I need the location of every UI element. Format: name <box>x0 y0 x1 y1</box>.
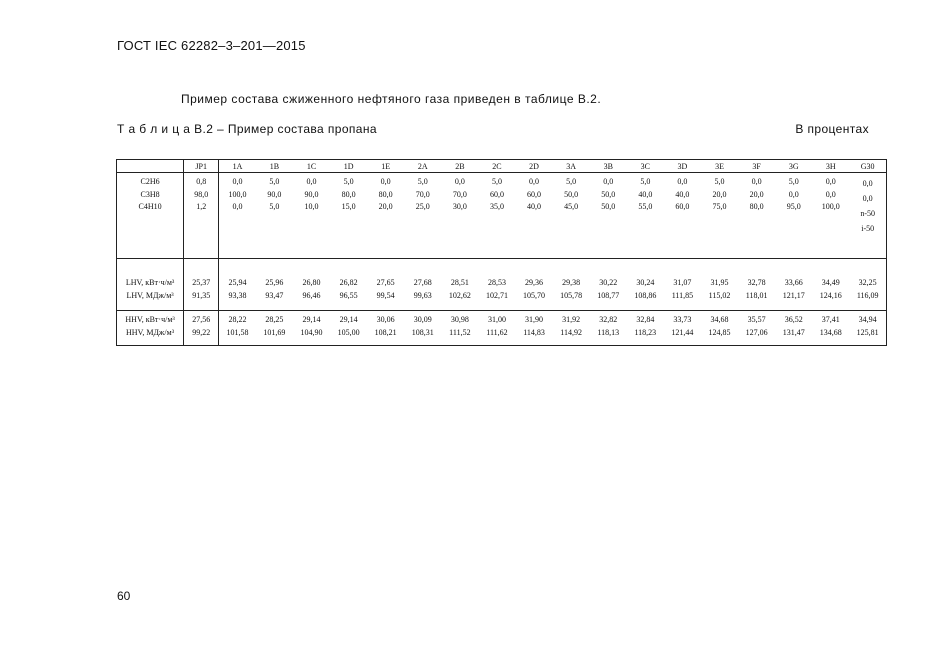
table-cell <box>330 311 367 346</box>
cell-value: 80,0 <box>749 202 764 211</box>
table-cell <box>553 173 590 259</box>
cell-value: 60,0 <box>675 202 690 211</box>
table-cell <box>775 311 812 346</box>
column-header: 3H <box>812 160 849 173</box>
cell-value: 5,0 <box>788 177 799 186</box>
table-cell <box>627 259 664 311</box>
cell-value: 95,0 <box>786 202 801 211</box>
cell-value: 29,14 <box>302 315 321 324</box>
cell-value: 93,38 <box>228 290 247 300</box>
cell-value: 101,58 <box>226 327 249 337</box>
cell-value: 0,0 <box>825 189 836 199</box>
cell-value: 0,0 <box>380 177 391 186</box>
cell-value: 121,44 <box>671 327 694 337</box>
cell-value: 20,0 <box>378 202 393 211</box>
cell-value: 34,49 <box>821 278 840 287</box>
cell-value: 29,14 <box>339 315 358 324</box>
cell-value: 5,0 <box>269 202 280 211</box>
table-cell <box>256 259 293 311</box>
column-header: 3F <box>738 160 775 173</box>
table-cell <box>219 311 256 346</box>
row-labels <box>117 173 184 259</box>
cell-value: 5,0 <box>714 177 725 186</box>
cell-value: 30,0 <box>452 202 467 211</box>
cell-value: 0,0 <box>788 189 799 199</box>
table-units: В процентах <box>795 122 869 136</box>
table-cell <box>849 311 886 346</box>
cell-value: 0,0 <box>825 177 836 186</box>
column-header: 1B <box>256 160 293 173</box>
table-cell <box>184 311 219 346</box>
row-label: C4H10 <box>138 202 162 211</box>
cell-value: 125,81 <box>856 327 879 337</box>
table-cell <box>441 173 478 259</box>
table-cell <box>812 259 849 311</box>
cell-value: 99,22 <box>192 327 211 337</box>
column-header: 3B <box>590 160 627 173</box>
table-cell <box>256 173 293 259</box>
cell-value: 5,0 <box>269 177 280 186</box>
column-header: 3A <box>553 160 590 173</box>
cell-value: 31,95 <box>710 278 729 287</box>
table-cell <box>256 311 293 346</box>
table-cell <box>627 173 664 259</box>
cell-value: 36,52 <box>784 315 803 324</box>
table-cell <box>441 259 478 311</box>
cell-value: 26,80 <box>302 278 321 287</box>
table-row-group <box>117 311 887 346</box>
cell-value: 0,0 <box>677 177 688 186</box>
cell-value: 32,25 <box>858 278 877 287</box>
cell-value: 37,41 <box>821 315 840 324</box>
cell-value: 34,94 <box>858 315 877 324</box>
column-header: G30 <box>849 160 886 173</box>
cell-value: 0,0 <box>232 177 243 186</box>
cell-value: 5,0 <box>640 177 651 186</box>
cell-value: 55,0 <box>638 202 653 211</box>
cell-value: 0,0 <box>529 177 540 186</box>
cell-value: 35,0 <box>489 202 504 211</box>
table-cell <box>293 259 330 311</box>
cell-value: 10,0 <box>304 202 319 211</box>
cell-value: 118,23 <box>634 327 657 337</box>
cell-value: 31,92 <box>562 315 581 324</box>
cell-value: 102,62 <box>448 290 471 300</box>
cell-value: 114,83 <box>523 327 545 337</box>
cell-value: 108,21 <box>374 327 397 337</box>
cell-value: 31,00 <box>487 315 506 324</box>
column-header: 1D <box>330 160 367 173</box>
cell-value: 0,0 <box>751 177 762 186</box>
cell-value: 5,0 <box>343 177 354 186</box>
column-header: JP1 <box>184 160 219 173</box>
column-header: 1E <box>367 160 404 173</box>
table-cell <box>664 259 701 311</box>
table-cell <box>367 311 404 346</box>
column-header: 1A <box>219 160 256 173</box>
row-label: LHV, МДж/м³ <box>126 290 174 300</box>
cell-value: 96,46 <box>302 290 321 300</box>
cell-value: 34,68 <box>710 315 729 324</box>
cell-value: 0,0 <box>306 177 317 186</box>
table-cell <box>516 311 553 346</box>
cell-value: 30,06 <box>376 315 395 324</box>
table-caption: Т а б л и ц а B.2 – Пример состава пропана <box>117 122 377 136</box>
cell-value: 108,86 <box>634 290 657 300</box>
cell-value: 31,90 <box>525 315 544 324</box>
table-cell <box>590 259 627 311</box>
cell-value: 60,0 <box>489 189 504 199</box>
table-cell <box>812 173 849 259</box>
table-cell <box>738 311 775 346</box>
cell-value: 33,66 <box>784 278 803 287</box>
cell-value: 30,09 <box>413 315 432 324</box>
cell-value: 98,0 <box>194 189 209 199</box>
table-cell <box>664 311 701 346</box>
cell-value: 105,70 <box>523 290 546 300</box>
cell-value: 25,96 <box>265 278 284 287</box>
column-header: 1C <box>293 160 330 173</box>
row-label: HHV, кВт·ч/м³ <box>125 315 175 324</box>
table-cell <box>849 173 886 259</box>
document-header: ГОСТ IEC 62282–3–201—2015 <box>117 38 306 53</box>
cell-value: 28,25 <box>265 315 284 324</box>
cell-value: 5,0 <box>566 177 577 186</box>
cell-value: 116,09 <box>856 290 879 300</box>
cell-value: 127,06 <box>745 327 768 337</box>
cell-value: 101,69 <box>263 327 286 337</box>
cell-value: 114,92 <box>560 327 582 337</box>
cell-value: 50,0 <box>564 189 579 199</box>
cell-value: 118,01 <box>745 290 768 300</box>
cell-value: 32,84 <box>636 315 655 324</box>
cell-value: 0,0 <box>232 202 243 211</box>
table-header-row <box>117 160 887 173</box>
column-header: 2D <box>516 160 553 173</box>
table-cell <box>184 259 219 311</box>
cell-value: 105,00 <box>337 327 360 337</box>
cell-value: 45,0 <box>564 202 579 211</box>
cell-value: 33,73 <box>673 315 692 324</box>
table-cell <box>404 259 441 311</box>
table-cell <box>219 173 256 259</box>
propane-composition-table <box>116 159 887 346</box>
cell-value: 0,0 <box>862 179 873 188</box>
table-cell <box>738 173 775 259</box>
cell-value: 111,52 <box>449 327 471 337</box>
cell-value: 60,0 <box>527 189 542 199</box>
table-cell <box>664 173 701 259</box>
table-cell <box>330 173 367 259</box>
table-cell <box>478 259 515 311</box>
column-header: 3E <box>701 160 738 173</box>
cell-value: 5,0 <box>417 177 428 186</box>
cell-value: 121,17 <box>782 290 805 300</box>
cell-value: 0,0 <box>454 177 465 186</box>
cell-value: 93,47 <box>265 290 284 300</box>
cell-value: 27,56 <box>192 315 211 324</box>
table-cell <box>330 259 367 311</box>
table-cell <box>478 173 515 259</box>
column-header: 3D <box>664 160 701 173</box>
cell-value: 30,98 <box>450 315 469 324</box>
table-cell <box>590 173 627 259</box>
cell-value: n-50 <box>860 209 875 218</box>
cell-value: 131,47 <box>782 327 805 337</box>
cell-value: 108,77 <box>597 290 620 300</box>
row-labels <box>117 311 184 346</box>
row-label: C3H8 <box>140 189 160 199</box>
cell-value: 104,90 <box>300 327 323 337</box>
table-cell <box>812 311 849 346</box>
table-cell <box>367 259 404 311</box>
column-header: 2B <box>441 160 478 173</box>
table-cell <box>404 311 441 346</box>
table-cell <box>627 311 664 346</box>
cell-value: i-50 <box>861 224 875 233</box>
cell-value: 0,8 <box>196 177 207 186</box>
cell-value: 25,0 <box>415 202 430 211</box>
cell-value: 28,53 <box>487 278 506 287</box>
cell-value: 90,0 <box>304 189 319 199</box>
table-cell <box>701 311 738 346</box>
cell-value: 124,16 <box>819 290 842 300</box>
column-header: 2C <box>478 160 515 173</box>
cell-value: 50,0 <box>601 189 616 199</box>
cell-value: 40,0 <box>527 202 542 211</box>
row-label: C2H6 <box>140 177 160 186</box>
cell-value: 25,94 <box>228 278 247 287</box>
cell-value: 29,38 <box>562 278 581 287</box>
table-cell <box>701 173 738 259</box>
page-number: 60 <box>117 589 131 603</box>
cell-value: 0,0 <box>862 194 873 203</box>
cell-value: 25,37 <box>192 278 211 287</box>
cell-value: 28,51 <box>450 278 469 287</box>
cell-value: 124,85 <box>708 327 731 337</box>
table-cell <box>775 259 812 311</box>
cell-value: 96,55 <box>339 290 358 300</box>
cell-value: 20,0 <box>749 189 764 199</box>
cell-value: 30,22 <box>599 278 618 287</box>
cell-value: 118,13 <box>597 327 620 337</box>
table-cell <box>738 259 775 311</box>
column-header: 2A <box>404 160 441 173</box>
cell-value: 70,0 <box>452 189 467 199</box>
table-cell <box>367 173 404 259</box>
table-cell <box>516 173 553 259</box>
table-cell <box>293 173 330 259</box>
cell-value: 75,0 <box>712 202 727 211</box>
cell-value: 31,07 <box>673 278 692 287</box>
cell-value: 99,63 <box>413 290 432 300</box>
cell-value: 30,24 <box>636 278 655 287</box>
table-cell <box>849 259 886 311</box>
cell-value: 0,0 <box>603 177 614 186</box>
table-row-group <box>117 173 887 259</box>
cell-value: 134,68 <box>819 327 842 337</box>
table-header-corner <box>117 160 184 173</box>
table-cell <box>775 173 812 259</box>
table-cell <box>590 311 627 346</box>
table-row-group <box>117 259 887 311</box>
row-labels <box>117 259 184 311</box>
cell-value: 90,0 <box>267 189 282 199</box>
table-cell <box>553 259 590 311</box>
cell-value: 35,57 <box>747 315 766 324</box>
cell-value: 115,02 <box>708 290 731 300</box>
cell-value: 102,71 <box>485 290 508 300</box>
cell-value: 20,0 <box>712 189 727 199</box>
intro-text: Пример состава сжиженного нефтяного газа приведен в таблице B.2. <box>181 92 602 106</box>
table-cell <box>701 259 738 311</box>
row-label: LHV, кВт·ч/м³ <box>125 278 175 287</box>
cell-value: 15,0 <box>341 202 356 211</box>
cell-value: 100,0 <box>228 189 247 199</box>
table-cell <box>516 259 553 311</box>
cell-value: 108,31 <box>411 327 434 337</box>
cell-value: 1,2 <box>196 202 207 211</box>
row-label: HHV, МДж/м³ <box>126 327 175 337</box>
cell-value: 99,54 <box>376 290 395 300</box>
column-header: 3C <box>627 160 664 173</box>
table-cell <box>478 311 515 346</box>
table-cell <box>553 311 590 346</box>
cell-value: 26,82 <box>339 278 358 287</box>
cell-value: 32,78 <box>747 278 766 287</box>
cell-value: 40,0 <box>638 189 653 199</box>
cell-value: 91,35 <box>192 290 211 300</box>
table-cell <box>404 173 441 259</box>
cell-value: 111,85 <box>671 290 694 300</box>
table-cell <box>441 311 478 346</box>
cell-value: 29,36 <box>525 278 544 287</box>
cell-value: 100,0 <box>821 202 840 211</box>
cell-value: 105,78 <box>560 290 583 300</box>
cell-value: 70,0 <box>415 189 430 199</box>
table-cell <box>293 311 330 346</box>
cell-value: 80,0 <box>378 189 393 199</box>
cell-value: 27,68 <box>413 278 432 287</box>
cell-value: 28,22 <box>228 315 247 324</box>
cell-value: 27,65 <box>376 278 395 287</box>
column-header: 3G <box>775 160 812 173</box>
table-cell <box>219 259 256 311</box>
cell-value: 32,82 <box>599 315 618 324</box>
cell-value: 50,0 <box>601 202 616 211</box>
cell-value: 111,62 <box>486 327 508 337</box>
cell-value: 80,0 <box>341 189 356 199</box>
cell-value: 40,0 <box>675 189 690 199</box>
cell-value: 5,0 <box>491 177 502 186</box>
table-cell <box>184 173 219 259</box>
